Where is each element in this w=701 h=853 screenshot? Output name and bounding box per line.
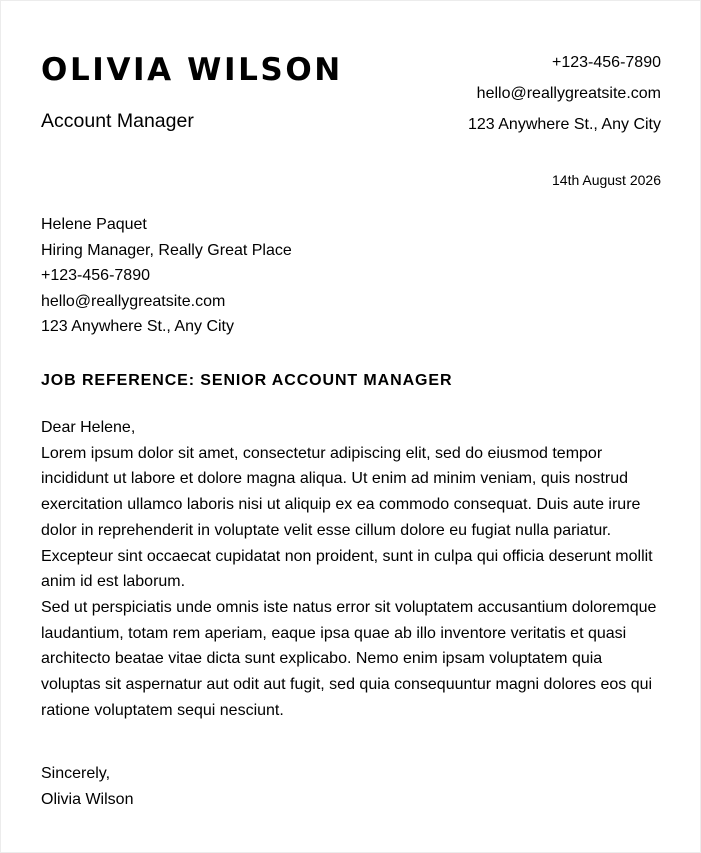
recipient-name: Helene Paquet — [41, 216, 147, 233]
letter-body — [41, 415, 663, 723]
sender-phone: +123-456-7890 — [552, 54, 661, 71]
signature-name: Olivia Wilson — [41, 791, 134, 808]
recipient-title: Hiring Manager, Really Great Place — [41, 241, 292, 259]
recipient-email: hello@reallygreatsite.com — [41, 292, 226, 310]
recipient-block — [41, 212, 292, 340]
salutation: Dear Helene, — [41, 419, 136, 436]
sender-role: Account Manager — [41, 110, 194, 132]
letter-date: 14th August 2026 — [552, 172, 661, 188]
closing-phrase: Sincerely, — [41, 765, 111, 782]
sender-address: 123 Anywhere St., Any City — [468, 116, 661, 133]
body-paragraph-1: Lorem ipsum dolor sit amet, consectetur adipiscing elit, sed do eiusmod tempor incididunt ut labore et dolore magna aliqua. Ut enim ad minim veniam, quis nostrud exercitation ullamco laboris nisi ut aliquip ex ea commodo consequat. Duis aute irure dolor in reprehenderit in voluptate velit esse cillum dolore eu fugiat nulla pariatur. Excepteur sint occaecat cupidatat non proident, sunt in culpa qui officia deserunt mollit anim id est laborum. — [41, 444, 653, 591]
sender-email: hello@reallygreatsite.com — [476, 85, 661, 102]
sender-name: OLIVIA WILSON — [41, 52, 343, 88]
sender-contact — [468, 47, 661, 140]
recipient-phone: +123-456-7890 — [41, 267, 150, 284]
body-paragraph-2: Sed ut perspiciatis unde omnis iste natus error sit voluptatem accusantium doloremque laudantium, totam rem aperiam, eaque ipsa quae ab illo inventore veritatis et quasi architecto beatae vitae dicta sunt explicabo. Nemo enim ipsam voluptatem quia voluptas sit aspernatur aut odit aut fugit, sed quia consequuntur magni dolores eos qui ratione voluptatem sequi nesciunt. — [41, 598, 657, 719]
recipient-address: 123 Anywhere St., Any City — [41, 318, 234, 335]
closing-block — [41, 761, 133, 813]
job-reference-heading: JOB REFERENCE: SENIOR ACCOUNT MANAGER — [41, 372, 453, 389]
